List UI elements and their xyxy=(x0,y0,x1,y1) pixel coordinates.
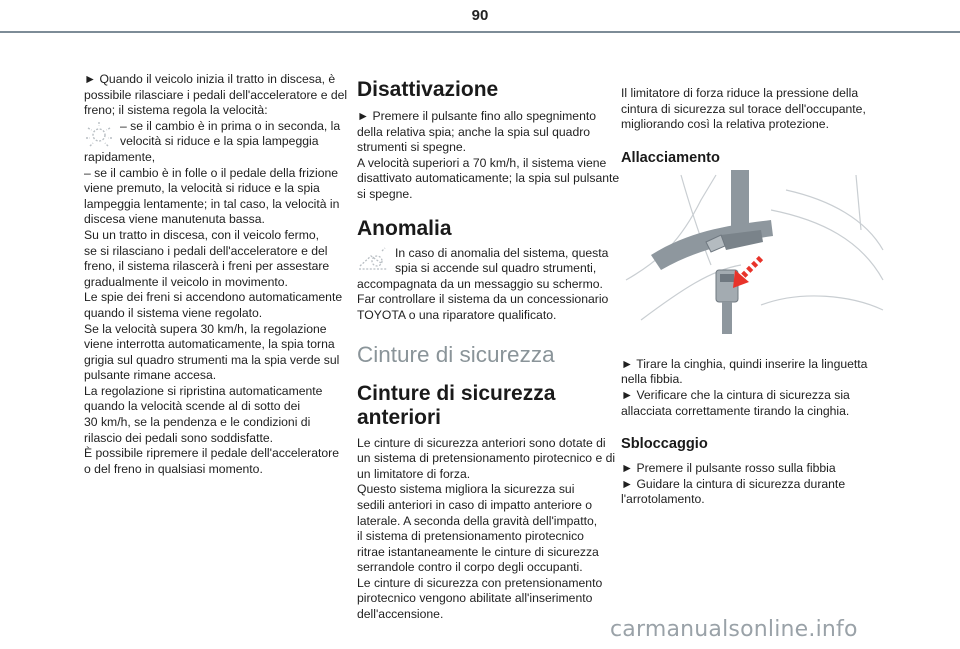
text-line: Far controllare il sistema da un concessionario xyxy=(357,292,609,307)
paragraph-disattivazione xyxy=(357,109,619,203)
text-line: discesa viene manutenuta bassa. xyxy=(84,212,265,227)
column-2 xyxy=(357,78,619,623)
heading-line: Cinture di sicurezza xyxy=(357,381,556,405)
text-line: Il limitatore di forza riduce la pressione della xyxy=(621,86,859,100)
text-line: se si rilasciano i pedali dell'acceleratore e del xyxy=(84,243,328,258)
heading-sbloccaggio: Sbloccaggio xyxy=(621,436,708,453)
text-line: dell'accensione. xyxy=(357,607,444,622)
text-line: disattivato automaticamente; la spia sul pulsante xyxy=(357,171,620,186)
paragraph-anomalia-icon xyxy=(357,246,619,277)
text-line: ► Tirare la cinghia, quindi inserire la linguetta xyxy=(621,356,868,371)
seatbelt-buckle-illustration xyxy=(621,170,884,334)
text-line: cintura di sicurezza sul torace dell'occupante, xyxy=(621,101,866,116)
text-line: viene interrotta automaticamente, la spia torna xyxy=(84,337,335,352)
text-line: A velocità superiori a 70 km/h, il sistema viene xyxy=(357,155,607,170)
text-line: rapidamente, xyxy=(84,149,156,164)
text-line: un sistema di pretensionamento pirotecnico e di xyxy=(357,451,616,466)
paragraph-descent-body xyxy=(84,150,346,477)
insert-arrow-icon xyxy=(733,258,761,288)
text-line: È possibile ripremere il pedale dell'acceleratore xyxy=(84,446,340,461)
text-line: spia si accende sul quadro strumenti, xyxy=(395,261,597,276)
column-1 xyxy=(84,72,346,477)
text-line: ► Premere il pulsante rosso sulla fibbia xyxy=(621,461,836,476)
text-line: rilascio dei pedali sono soddisfatte. xyxy=(84,430,274,445)
text-line: velocità si riduce e la spia lampeggia xyxy=(120,134,319,149)
text-line: ► Premere il pulsante fino allo spegnimento xyxy=(357,109,597,123)
text-line: quando il sistema viene regolato. xyxy=(84,305,263,320)
text-line: Su un tratto in discesa, con il veicolo fermo, xyxy=(84,227,320,242)
text-line: il sistema di pretensionamento pirotecnico xyxy=(357,529,584,544)
paragraph-anomalia xyxy=(357,277,619,324)
header-rule xyxy=(0,31,960,33)
paragraph-sbloccaggio xyxy=(621,461,883,508)
text-line: un limitatore di forza. xyxy=(357,466,471,481)
heading-allacciamento: Allacciamento xyxy=(621,149,720,166)
text-line: ritrae istantaneamente le cinture di sicurezza xyxy=(357,544,599,559)
text-line: Se la velocità supera 30 km/h, la regolazione xyxy=(84,321,327,336)
text-line: serrandole contro il corpo degli occupanti. xyxy=(357,560,583,575)
text-line: freno; il sistema regola la velocità: xyxy=(84,103,268,118)
text-line: nella fibbia. xyxy=(621,372,683,387)
text-line: possibile rilasciare i pedali dell'acceleratore e del xyxy=(84,87,348,102)
text-line: sedili anteriori in caso di impatto anteriore o xyxy=(357,497,593,512)
heading-line: anteriori xyxy=(357,405,442,429)
watermark: carmanualsonline.info xyxy=(610,617,858,642)
text-line: laterale. A seconda della gravità dell'impatto, xyxy=(357,513,598,528)
text-line: ► Guidare la cintura di sicurezza durante xyxy=(621,476,846,491)
text-line: Le cinture di sicurezza anteriori sono dotate di xyxy=(357,435,606,450)
text-line: Le spie dei freni si accendono automaticamente xyxy=(84,290,343,305)
paragraph-with-icon xyxy=(84,119,346,150)
page-number: 90 xyxy=(471,7,489,24)
text-line: grigia sul quadro strumenti ma la spia verde sul xyxy=(84,352,340,367)
text-line: TOYOTA o una riparatore qualificato. xyxy=(357,307,557,322)
anomaly-lamp-icon xyxy=(357,247,389,278)
text-line: allacciata correttamente tirando la cinghia. xyxy=(621,403,850,418)
text-line: strumenti si spegne. xyxy=(357,140,467,155)
text-line: si spegne. xyxy=(357,186,413,201)
heading-cinture-di-sicurezza: Cinture di sicurezza xyxy=(357,341,555,367)
text-line: – se il cambio è in prima o in seconda, la xyxy=(120,118,341,133)
text-line: ► Verificare che la cintura di sicurezza sia xyxy=(621,387,850,402)
warning-lamp-icon xyxy=(84,120,114,153)
heading-cinture-anteriori xyxy=(357,382,619,430)
paragraph-limitatore xyxy=(621,86,883,133)
text-line: viene premuto, la velocità si riduce e la spia xyxy=(84,181,320,196)
paragraph-cinture-anteriori xyxy=(357,436,619,623)
text-line: ► Quando il veicolo inizia il tratto in discesa, è xyxy=(84,72,336,86)
paragraph-descent-intro xyxy=(84,72,346,119)
text-line: pirotecnico vengono abilitate all'inserimento xyxy=(357,591,593,606)
text-line: Questo sistema migliora la sicurezza sui xyxy=(357,482,575,497)
text-line: Le cinture di sicurezza con pretensionamento xyxy=(357,575,603,590)
text-line: pulsante rimane accesa. xyxy=(84,368,217,383)
text-line: quando la velocità scende al di sotto dei xyxy=(84,399,301,414)
text-line: La regolazione si ripristina automaticamente xyxy=(84,383,323,398)
heading-disattivazione: Disattivazione xyxy=(357,78,499,101)
text-line: 30 km/h, se la pendenza e le condizioni di xyxy=(84,415,311,430)
heading-anomalia: Anomalia xyxy=(357,216,452,240)
text-line: l'arrotolamento. xyxy=(621,492,705,507)
text-line: o del freno in qualsiasi momento. xyxy=(84,461,263,476)
text-line: gradualmente il veicolo in movimento. xyxy=(84,274,288,289)
text-line: In caso di anomalia del sistema, questa xyxy=(395,245,609,260)
text-line: freno, il sistema rilascerà i freni per assestare xyxy=(84,259,330,274)
paragraph-allacciamento xyxy=(621,357,883,419)
text-line: accompagnata da un messaggio su schermo. xyxy=(357,276,603,291)
text-line: lampeggia lentamente; in tal caso, la velocità in xyxy=(84,196,340,211)
text-line: migliorando così la relativa protezione. xyxy=(621,117,829,132)
text-line: – se il cambio è in folle o il pedale della frizione xyxy=(84,165,339,180)
text-line: della relativa spia; anche la spia sul quadro xyxy=(357,124,591,139)
